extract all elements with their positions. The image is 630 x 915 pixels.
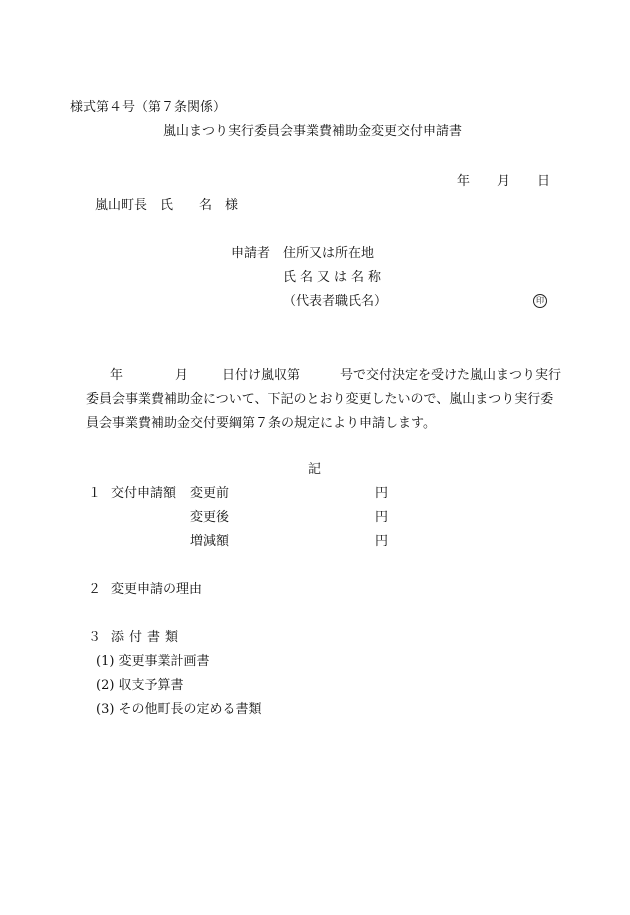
ki-heading: 記 (308, 462, 322, 477)
amount-diff-label: 増減額 (190, 534, 230, 549)
addressee: 嵐山町長 氏 名 様 (95, 198, 239, 213)
document-title: 嵐山まつり実行委員会事業費補助金変更交付申請書 (163, 124, 463, 139)
item-1-label: 交付申請額 (111, 486, 177, 501)
body-paragraph (88, 364, 568, 436)
amount-diff-unit: 円 (375, 534, 389, 549)
attachment-item: (2) 収支予算書 (96, 678, 184, 693)
applicant-address-label: 住所又は所在地 (283, 246, 375, 261)
amount-after-unit: 円 (375, 510, 389, 525)
date-month-label: 月 (497, 174, 511, 189)
date-day-label: 日 (537, 174, 551, 189)
body-line-1 (88, 364, 568, 388)
item-2-label: 変更申請の理由 (111, 582, 203, 597)
applicant-name-label: 氏名又は名称 (283, 270, 386, 285)
attachment-item: (3) その他町長の定める書類 (96, 702, 262, 717)
attachment-item: (1) 変更事業計画書 (96, 654, 210, 669)
body-line-1-rest: 号で交付決定を受けた嵐山まつり実行 (340, 368, 562, 383)
body-month: 月 (175, 368, 189, 383)
body-year: 年 (110, 368, 124, 383)
item-2-number: ２ (88, 582, 102, 597)
applicant-representative-label: （代表者職氏名） (283, 294, 388, 309)
date-year-label: 年 (457, 174, 471, 189)
amount-before-unit: 円 (375, 486, 389, 501)
item-3-number: ３ (88, 630, 102, 645)
item-3-label: 添付書類 (111, 630, 184, 645)
form-number: 様式第４号（第７条関係） (70, 100, 227, 115)
applicant-label: 申請者 (231, 246, 271, 261)
body-line-3: 員会事業費補助金交付要綱第７条の規定により申請します。 (86, 416, 436, 431)
body-day-prefix: 日付け嵐収第 (222, 368, 301, 383)
amount-after-label: 変更後 (190, 510, 230, 525)
amount-before-label: 変更前 (190, 486, 230, 501)
body-line-2: 委員会事業費補助金について、下記のとおり変更したいので、嵐山まつり実行委 (86, 392, 554, 407)
item-1-number: １ (88, 486, 102, 501)
seal-icon: 印 (533, 294, 547, 308)
